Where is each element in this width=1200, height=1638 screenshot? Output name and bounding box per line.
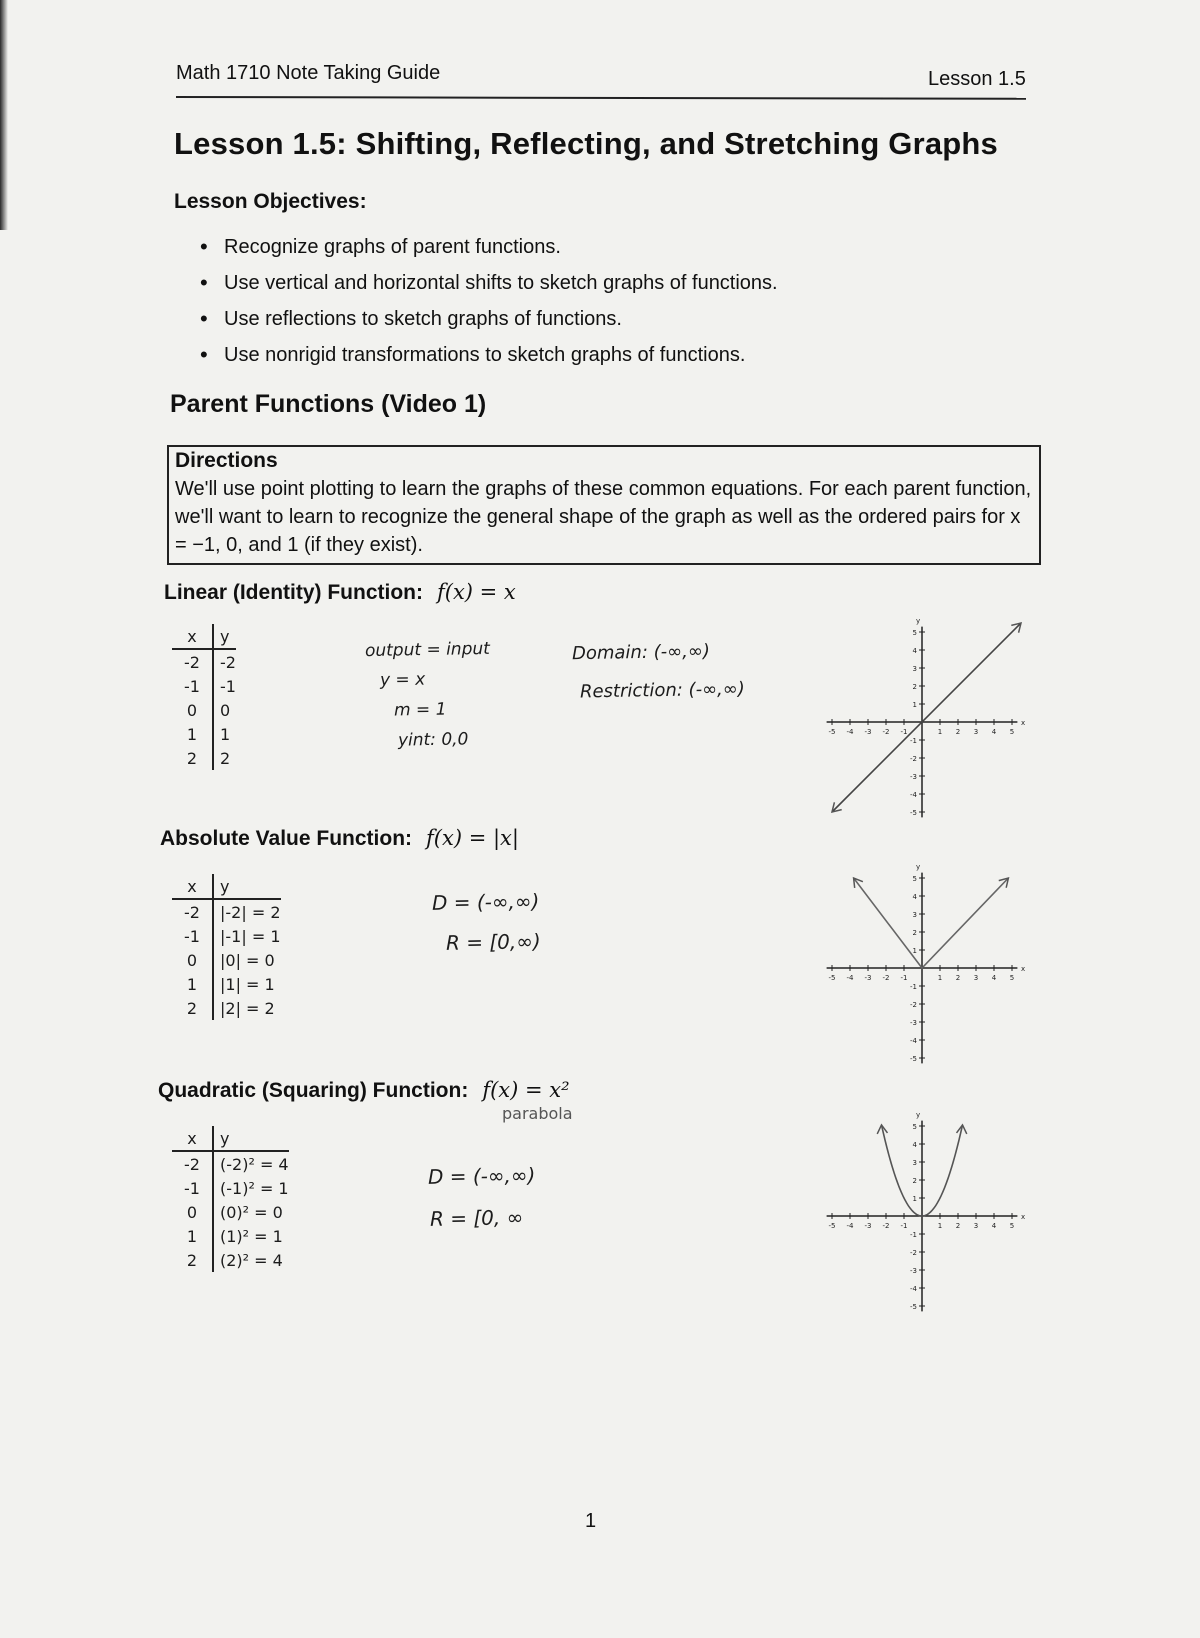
directions-text: We'll use point plotting to learn the graphs of these common equations. For each parent function, we'll want to learn to recognize the general shape of the graph as well as the ordered pairs for x = −1, 0, and 1 (if they exist). xyxy=(175,478,1032,556)
table-cell-y: (-1)² = 1 xyxy=(220,1178,289,1198)
table-row xyxy=(172,746,236,770)
x-tick-label: 3 xyxy=(973,1222,979,1230)
table-header-x: x xyxy=(187,626,197,646)
table-row xyxy=(172,722,236,746)
linear-table xyxy=(172,624,236,770)
table-row xyxy=(172,698,236,722)
table-row xyxy=(172,1152,289,1176)
x-tick-label: -4 xyxy=(846,974,854,982)
table-row xyxy=(172,1224,289,1248)
table-cell-x: -1 xyxy=(184,926,200,946)
x-tick-label: -4 xyxy=(846,1222,854,1230)
table-header-x: x xyxy=(187,1128,197,1148)
table-cell-y: |-2| = 2 xyxy=(220,902,281,922)
x-tick-label: 3 xyxy=(973,974,979,982)
header-divider xyxy=(176,96,1026,100)
y-tick-label: 4 xyxy=(912,1141,917,1149)
y-tick-label: -4 xyxy=(910,1285,917,1293)
quadratic-name: Quadratic (Squaring) Function: xyxy=(158,1079,469,1102)
table-header-y: y xyxy=(220,626,230,646)
x-tick-label: 1 xyxy=(937,728,943,736)
x-tick-label: -4 xyxy=(846,728,854,736)
objective-item: • Use nonrigid transformations to sketch graphs of functions. xyxy=(198,344,778,380)
y-tick-label: -5 xyxy=(910,809,917,817)
objective-item: • Recognize graphs of parent functions. xyxy=(198,236,778,272)
x-axis-label: x xyxy=(1021,1213,1026,1221)
y-tick-label: -3 xyxy=(910,1019,917,1027)
table-row xyxy=(172,1200,289,1224)
table-cell-y: |2| = 2 xyxy=(220,998,275,1018)
quadratic-range: R = [0, ∞ xyxy=(429,1205,524,1231)
table-row xyxy=(172,650,236,674)
directions-heading: Directions xyxy=(175,449,278,472)
table-cell-x: -2 xyxy=(184,652,200,672)
linear-note: output = input xyxy=(364,638,491,662)
table-cell-x: -1 xyxy=(184,676,200,696)
y-tick-label: 2 xyxy=(912,1177,917,1185)
y-tick-label: 3 xyxy=(912,911,917,919)
table-row xyxy=(172,1176,289,1200)
x-tick-label: 3 xyxy=(973,728,979,736)
objective-item: • Use reflections to sketch graphs of functions. xyxy=(198,308,778,344)
y-tick-label: -2 xyxy=(910,755,917,763)
header-course: Math 1710 Note Taking Guide xyxy=(176,62,441,84)
x-tick-label: -5 xyxy=(828,1222,836,1230)
y-tick-label: -3 xyxy=(910,1267,917,1275)
table-header-x: x xyxy=(187,876,197,896)
x-tick-label: -5 xyxy=(828,728,836,736)
y-tick-label: 2 xyxy=(912,929,917,937)
table-header-y: y xyxy=(220,876,230,896)
table-cell-x: 1 xyxy=(186,724,198,744)
table-cell-x: 0 xyxy=(186,950,198,970)
y-tick-label: 3 xyxy=(912,665,917,673)
absolute-graph xyxy=(822,856,1032,1078)
section-title: Parent Functions (Video 1) xyxy=(170,390,487,418)
x-axis-label: x xyxy=(1021,965,1026,973)
linear-heading xyxy=(164,580,516,605)
table-cell-y: 2 xyxy=(220,748,231,768)
table-cell-y: (0)² = 0 xyxy=(220,1202,283,1222)
x-tick-label: 4 xyxy=(991,974,997,982)
page-edge-shadow xyxy=(0,0,8,230)
y-axis-label: y xyxy=(916,1111,921,1119)
header-lesson: Lesson 1.5 xyxy=(928,68,1026,90)
table-cell-x: 2 xyxy=(186,748,198,768)
y-tick-label: -2 xyxy=(910,1001,917,1009)
x-tick-label: 4 xyxy=(991,1222,997,1230)
table-cell-y: |0| = 0 xyxy=(220,950,275,970)
x-tick-label: 1 xyxy=(937,974,943,982)
table-cell-x: 2 xyxy=(186,1250,198,1270)
table-cell-y: (1)² = 1 xyxy=(220,1226,283,1246)
linear-range: Restriction: (-∞,∞) xyxy=(579,678,746,703)
linear-note: m = 1 xyxy=(393,699,447,721)
linear-formula: f(x) = x xyxy=(436,580,516,604)
linear-note: yint: 0,0 xyxy=(397,729,469,751)
table-header xyxy=(172,1126,289,1152)
directions-box xyxy=(167,445,1041,565)
x-axis-label: x xyxy=(1021,719,1026,727)
table-row xyxy=(172,948,281,972)
absolute-formula: f(x) = |x| xyxy=(426,826,519,850)
x-tick-label: 1 xyxy=(937,1222,943,1230)
y-tick-label: 4 xyxy=(912,893,917,901)
table-header xyxy=(172,874,281,900)
table-cell-x: 0 xyxy=(186,1202,198,1222)
x-tick-label: -3 xyxy=(864,974,872,982)
x-tick-label: -2 xyxy=(882,974,890,982)
x-tick-label: 5 xyxy=(1009,974,1015,982)
linear-domain: Domain: (-∞,∞) xyxy=(571,640,711,665)
table-cell-y: 0 xyxy=(220,700,231,720)
y-tick-label: -4 xyxy=(910,1037,917,1045)
x-tick-label: -2 xyxy=(882,728,890,736)
absolute-name: Absolute Value Function: xyxy=(160,827,413,850)
table-cell-x: 1 xyxy=(186,1226,198,1246)
y-tick-label: 2 xyxy=(912,683,917,691)
table-cell-y: -1 xyxy=(220,676,236,696)
table-divider xyxy=(212,624,214,770)
y-tick-label: 5 xyxy=(912,629,917,637)
table-row xyxy=(172,996,281,1020)
x-tick-label: -2 xyxy=(882,1222,890,1230)
table-divider xyxy=(212,1126,214,1272)
x-tick-label: 5 xyxy=(1009,1222,1015,1230)
quadratic-note: parabola xyxy=(502,1104,573,1123)
y-axis-label: y xyxy=(916,617,921,625)
table-row xyxy=(172,1248,289,1272)
y-tick-label: 3 xyxy=(912,1159,917,1167)
x-tick-label: -1 xyxy=(900,974,908,982)
quadratic-graph xyxy=(822,1104,1032,1326)
table-cell-x: 0 xyxy=(186,700,198,720)
table-cell-x: -1 xyxy=(184,1178,200,1198)
absolute-heading xyxy=(160,826,519,851)
y-tick-label: -1 xyxy=(910,983,917,991)
y-tick-label: -1 xyxy=(910,1231,917,1239)
objectives-heading: Lesson Objectives: xyxy=(174,190,367,213)
table-cell-y: |1| = 1 xyxy=(220,974,275,994)
table-row xyxy=(172,674,236,698)
y-tick-label: -3 xyxy=(910,773,917,781)
y-tick-label: 5 xyxy=(912,1123,917,1131)
x-tick-label: 2 xyxy=(955,974,961,982)
x-tick-label: 2 xyxy=(955,728,961,736)
table-cell-y: 1 xyxy=(220,724,231,744)
linear-curve xyxy=(832,623,1021,812)
quadratic-heading xyxy=(158,1078,570,1103)
linear-note: y = x xyxy=(379,669,426,691)
page-number: 1 xyxy=(585,1510,597,1532)
table-cell-y: (-2)² = 4 xyxy=(220,1154,289,1174)
y-tick-label: 4 xyxy=(912,647,917,655)
table-divider xyxy=(212,874,214,1020)
absolute-range: R = [0,∞) xyxy=(445,929,541,955)
table-header xyxy=(172,624,236,650)
linear-name: Linear (Identity) Function: xyxy=(164,581,423,604)
table-cell-y: |-1| = 1 xyxy=(220,926,281,946)
table-cell-x: 1 xyxy=(186,974,198,994)
objective-item: • Use vertical and horizontal shifts to sketch graphs of functions. xyxy=(198,272,778,308)
y-axis-label: y xyxy=(916,863,921,871)
table-cell-x: -2 xyxy=(184,1154,200,1174)
y-tick-label: 5 xyxy=(912,875,917,883)
quadratic-formula: f(x) = x² xyxy=(482,1078,570,1102)
table-cell-y: -2 xyxy=(220,652,236,672)
x-tick-label: 5 xyxy=(1009,728,1015,736)
x-tick-label: -3 xyxy=(864,1222,872,1230)
table-cell-x: 2 xyxy=(186,998,198,1018)
x-tick-label: -3 xyxy=(864,728,872,736)
absolute-table xyxy=(172,874,281,1020)
absolute-domain: D = (-∞,∞) xyxy=(431,889,540,915)
x-tick-label: 2 xyxy=(955,1222,961,1230)
y-tick-label: -5 xyxy=(910,1055,917,1063)
y-tick-label: -1 xyxy=(910,737,917,745)
linear-graph xyxy=(822,610,1032,832)
x-tick-label: -1 xyxy=(900,728,908,736)
y-tick-label: -2 xyxy=(910,1249,917,1257)
absolute-curve xyxy=(854,878,1009,968)
y-tick-label: -4 xyxy=(910,791,917,799)
y-tick-label: 1 xyxy=(912,1195,917,1203)
table-header-y: y xyxy=(220,1128,230,1148)
objectives-list xyxy=(198,236,778,380)
y-tick-label: -5 xyxy=(910,1303,917,1311)
page-title: Lesson 1.5: Shifting, Reflecting, and Stretching Graphs xyxy=(174,126,998,161)
table-row xyxy=(172,924,281,948)
x-tick-label: -1 xyxy=(900,1222,908,1230)
table-cell-x: -2 xyxy=(184,902,200,922)
quadratic-table xyxy=(172,1126,289,1272)
quadratic-domain: D = (-∞,∞) xyxy=(427,1163,536,1189)
table-cell-y: (2)² = 4 xyxy=(220,1250,283,1270)
table-row xyxy=(172,900,281,924)
y-tick-label: 1 xyxy=(912,947,917,955)
y-tick-label: 1 xyxy=(912,701,917,709)
x-tick-label: 4 xyxy=(991,728,997,736)
x-tick-label: -5 xyxy=(828,974,836,982)
table-row xyxy=(172,972,281,996)
